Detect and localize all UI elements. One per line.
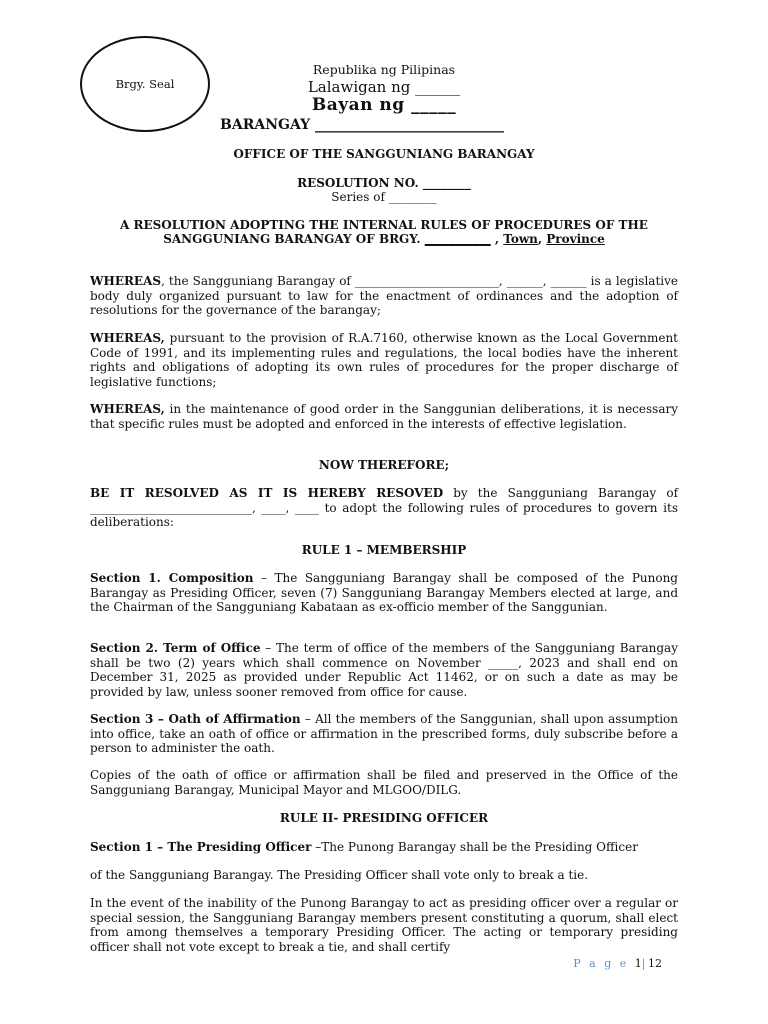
page-number: 1 [634, 957, 642, 970]
rule-1-section-3 [90, 712, 678, 756]
town-line: Bayan ng _____ [311, 95, 457, 115]
whereas-1-text: , the Sangguniang Barangay of ________________________, ______, ______ is a legislative body duly organized pursuant to law for the enactment of ordinances and the adoption of resolutions for the governance of the barangay; [90, 274, 678, 318]
title-prefix: SANGGUNIANG BARANGAY OF BRGY. [163, 232, 421, 246]
resolution-title-line1: A RESOLUTION ADOPTING THE INTERNAL RULES OF PROCEDURES OF THE [120, 218, 648, 232]
whereas-2-text: pursuant to the provision of R.A.7160, otherwise known as the Local Government Code of 1991, and its implementing rules and regulations, the local bodies have the inherent rights and obligations of adopting its own rules of procedures for the proper discharge of legislative functions; [90, 331, 678, 389]
title-town: Town [503, 232, 538, 246]
whereas-2-lead: WHEREAS, [90, 331, 165, 345]
rule-1-section-1-text: – The Sangguniang Barangay shall be composed of the Punong Barangay as Presiding Officer, seven (7) Sangguniang Barangay Members elected at large, and the Chairman of the Sangguniang Kabataan as ex-officio member of the Sanggunian. [90, 571, 678, 615]
rule-1-heading: RULE 1 – MEMBERSHIP [301, 543, 467, 557]
page-total: 12 [648, 957, 662, 970]
seal-label: Brgy. Seal [115, 77, 175, 91]
now-therefore: NOW THEREFORE; [318, 458, 450, 472]
rule-1-section-1-lead: Section 1. Composition [90, 571, 254, 585]
title-comma2: , [537, 232, 543, 246]
title-comma: , [494, 232, 500, 246]
rule-1-section-2-lead: Section 2. Term of Office [90, 641, 261, 655]
barangay-line: BARANGAY ___________________________ [220, 117, 504, 133]
rule-2-section-1 [90, 840, 678, 855]
rule-2-section-1-lead: Section 1 – The Presiding Officer [90, 840, 312, 854]
rule-2-heading: RULE II- PRESIDING OFFICER [279, 811, 489, 825]
whereas-3 [90, 402, 678, 431]
resolved-clause [90, 486, 678, 530]
whereas-1 [90, 274, 678, 318]
whereas-1-lead: WHEREAS [90, 274, 162, 288]
rule-1-section-2-text: – The term of office of the members of the Sangguniang Barangay shall be two (2) years which shall commence on November _____, 2023 and shall end on December 31, 2025 as provided under Republic Act 11462, or on such a date as may be provided by law, unless sooner removed from office for cause. [90, 641, 678, 699]
page-word: P a g e [573, 957, 629, 970]
inability-paragraph: In the event of the inability of the Punong Barangay to act as presiding officer over a regular or special session, the Sangguniang Barangay members present constituting a quorum, shall elect from among themselves a temporary Presiding Officer. The acting or temporary presiding officer shall not vote except to break a tie, and shall certify [90, 896, 678, 954]
resolved-lead: BE IT RESOLVED AS IT IS HEREBY RESOVED [90, 486, 444, 500]
page-separator: | [641, 957, 648, 970]
oath-copies-paragraph: Copies of the oath of office or affirmation shall be filed and preserved in the Office of the Sangguniang Barangay, Municipal Mayor and MLGOO/DILG. [90, 768, 678, 797]
resolution-number: RESOLUTION NO. ________ [297, 176, 471, 190]
whereas-2 [90, 331, 678, 389]
resolution-series: Series of ________ [331, 190, 437, 204]
republic-line: Republika ng Pilipinas [312, 62, 456, 77]
rule-1-section-3-lead: Section 3 – Oath of Affirmation [90, 712, 301, 726]
rule-1-section-3-text: – All the members of the Sanggunian, shall upon assumption into office, take an oath of office or affirmation in the prescribed forms, duly subscribe before a person to administer the oath. [90, 712, 679, 756]
rule-2-section-1-continued: of the Sangguniang Barangay. The Presiding Officer shall vote only to break a tie. [90, 868, 589, 882]
rule-1-section-1 [90, 571, 678, 615]
page-footer [573, 957, 662, 970]
rule-1-section-2 [90, 641, 678, 699]
rule-2-section-1-text: –The Punong Barangay shall be the Presiding Officer [311, 840, 638, 854]
title-brgy-blank: ___________ [424, 232, 491, 246]
whereas-3-lead: WHEREAS, [90, 402, 165, 416]
title-province: Province [546, 232, 605, 246]
resolved-text: by the Sangguniang Barangay of ___________________________, ____, ____ to adopt the following rules of procedures to govern its deliberations: [90, 486, 679, 530]
whereas-3-text: in the maintenance of good order in the Sanggunian deliberations, it is necessary that specific rules must be adopted and enforced in the interests of effective legislation. [90, 402, 678, 431]
province-line: Lalawigan ng ______ [307, 78, 461, 96]
resolution-title-line2 [90, 232, 678, 246]
office-title: OFFICE OF THE SANGGUNIANG BARANGAY [233, 147, 535, 161]
